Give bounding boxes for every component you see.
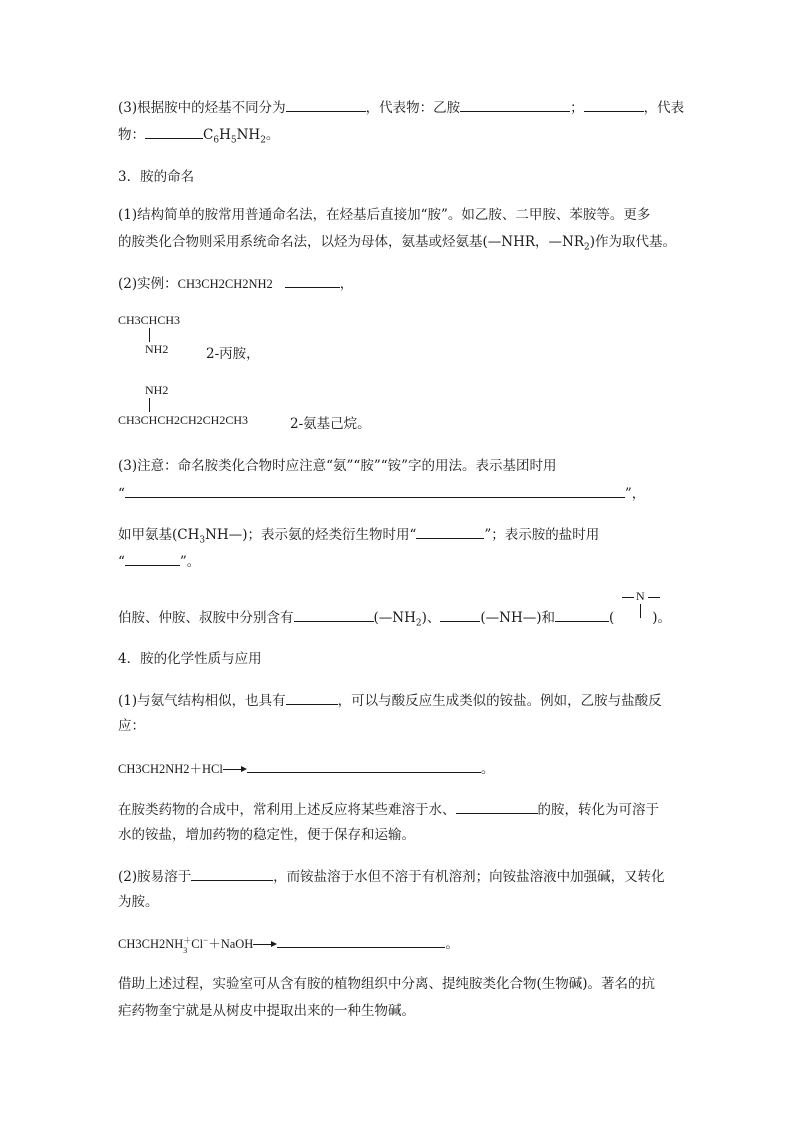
- formula-part: NH: [236, 127, 261, 143]
- q3-text-a: (3)根据胺中的烃基不同分为: [118, 100, 286, 116]
- q3-text-c: ；: [570, 100, 584, 116]
- answer-blank[interactable]: [456, 799, 538, 814]
- q3-line1: [118, 97, 684, 117]
- chem-text: 的胺，转化为可溶于: [537, 802, 659, 818]
- note-text: (: [609, 610, 615, 626]
- formula-end: 。: [265, 127, 280, 143]
- chem-p3-line1: [118, 866, 665, 886]
- chem-text: (2)胺易溶于: [118, 869, 192, 885]
- note-text: (—NH: [373, 610, 416, 626]
- chem-text: (1)与氨气结构相似，也具有: [118, 693, 286, 709]
- structure-top-chain: CH3CHCH3: [118, 313, 181, 327]
- reaction-arrow-icon: [223, 765, 247, 775]
- chem-p4-line1: 借助上述过程，实验室可从含有胺的植物组织中分离、提纯胺类化合物(生物碱)。著名的抗: [118, 976, 656, 992]
- formula-sub: 6: [213, 135, 220, 146]
- note-text: )、: [421, 610, 441, 626]
- answer-blank[interactable]: [460, 97, 570, 112]
- note-line5: [118, 607, 671, 627]
- note-line3: [118, 524, 599, 544]
- equation-end: 。: [480, 761, 495, 777]
- chem-p2-line1: [118, 799, 659, 819]
- bond-line: [149, 328, 150, 342]
- chem-text: 在胺类药物的合成中，常利用上述反应将某些难溶于水、: [118, 802, 456, 818]
- section-heading-naming: 3．胺的命名: [118, 169, 195, 185]
- answer-blank[interactable]: [555, 607, 609, 622]
- formula-sub: 2: [584, 242, 590, 253]
- note-line2: [118, 483, 645, 503]
- answer-blank[interactable]: [294, 607, 374, 622]
- formula-sub: 5: [230, 135, 237, 146]
- naming-text: )作为取代基。: [589, 234, 677, 250]
- note-text: )。: [652, 610, 672, 626]
- answer-blank[interactable]: [191, 866, 273, 881]
- formula-sup: ＋: [183, 936, 192, 945]
- bond-line: [149, 398, 150, 412]
- n-symbol: N: [636, 589, 645, 603]
- note-line4: [118, 551, 200, 571]
- note-line1: (3)注意：命名胺类化合物时应注意“氨”“胺”“铵”字的用法。表示基团时用: [118, 458, 557, 474]
- equation-end: 。: [445, 936, 459, 952]
- answer-blank[interactable]: [416, 524, 484, 539]
- equation-2: [118, 933, 459, 953]
- q3-line2: [118, 124, 279, 144]
- answer-blank[interactable]: [247, 758, 481, 773]
- chem-text: ，而铵盐溶于水但不溶于有机溶剂；向铵盐溶液中加强碱，又转化: [273, 869, 665, 885]
- quote-open: “: [118, 486, 125, 502]
- formula-part: H: [219, 127, 231, 143]
- reaction-arrow-icon: [253, 940, 277, 950]
- chem-p1-line1: [118, 690, 662, 710]
- formula-sub: 3: [199, 535, 206, 546]
- chem-p4-line2: 疟药物奎宁就是从树皮中提取出来的一种生物碱。: [118, 1003, 415, 1019]
- formula-sub: 3: [183, 946, 188, 955]
- answer-blank[interactable]: [286, 690, 338, 705]
- formula-sub: 2: [415, 618, 422, 629]
- chem-p2-line2: 水的铵盐，增加药物的稳定性，便于保存和运输。: [118, 827, 415, 843]
- note-text: 如甲氨基(CH: [118, 527, 200, 543]
- q3-text-d: ，代表: [643, 100, 685, 116]
- quote-close: ”，: [624, 486, 646, 502]
- structure-main-chain: CH3CHCH2CH2CH2CH3: [118, 413, 249, 427]
- formula-sup: −: [203, 934, 209, 945]
- example-formula: CH3CH2CH2NH2: [177, 277, 273, 291]
- formula-sub: 2: [260, 135, 266, 146]
- chem-p1-line2: 应：: [118, 718, 145, 734]
- formula-part: C: [203, 127, 214, 143]
- chem-text: ，可以与酸反应生成类似的铵盐。例如，乙胺与盐酸反: [337, 693, 662, 709]
- answer-blank[interactable]: [145, 124, 203, 139]
- answer-blank[interactable]: [584, 97, 644, 112]
- answer-blank[interactable]: [277, 933, 445, 948]
- equation-text: CH3CH2NH: [118, 937, 184, 951]
- section-heading-chem: 4．胺的化学性质与应用: [118, 651, 262, 667]
- naming-p1-line2: [118, 233, 676, 251]
- example-label: (2)实例：: [118, 276, 178, 292]
- answer-blank[interactable]: [285, 273, 340, 288]
- answer-blank[interactable]: [286, 97, 366, 112]
- structure-nh2: NH2: [145, 383, 169, 397]
- answer-blank[interactable]: [125, 551, 180, 566]
- bond-line: [648, 597, 660, 598]
- note-text: (—NH—)和: [480, 610, 555, 626]
- equation-text: CH3CH2NH2＋HCl: [118, 762, 223, 776]
- equation-text: ＋NaOH: [208, 937, 254, 951]
- note-text: NH—)；表示氨的烃类衍生物时用“: [205, 527, 417, 543]
- structure-name: 2-氨基己烷。: [290, 416, 371, 432]
- note-text: 伯胺、仲胺、叔胺中分别含有: [118, 610, 294, 626]
- note-text: ”；表示胺的盐时用: [484, 527, 600, 543]
- quote-close: ”。: [179, 554, 201, 570]
- q3-text-b: ，代表物：乙胺: [365, 100, 461, 116]
- q3-text-e: 物：: [118, 127, 145, 143]
- answer-blank[interactable]: [440, 607, 480, 622]
- naming-example-line: [118, 273, 353, 293]
- equation-text: Cl: [191, 937, 204, 951]
- example-end: ，: [339, 276, 354, 292]
- bond-line: [622, 597, 634, 598]
- chem-p3-line2: 为胺。: [118, 894, 159, 910]
- equation-1: [118, 758, 494, 778]
- structure-nh2: NH2: [145, 342, 169, 356]
- structure-name: 2-丙胺，: [206, 346, 260, 362]
- quote-open: “: [118, 554, 125, 570]
- naming-text: 的胺类化合物则采用系统命名法，以烃为母体，氨基或烃氨基(—NHR，—NR: [118, 234, 584, 250]
- answer-blank[interactable]: [125, 483, 625, 498]
- naming-p1-line1: (1)结构简单的胺常用普通命名法，在烃基后直接加“胺”。如乙胺、二甲胺、苯胺等。更多: [118, 207, 651, 223]
